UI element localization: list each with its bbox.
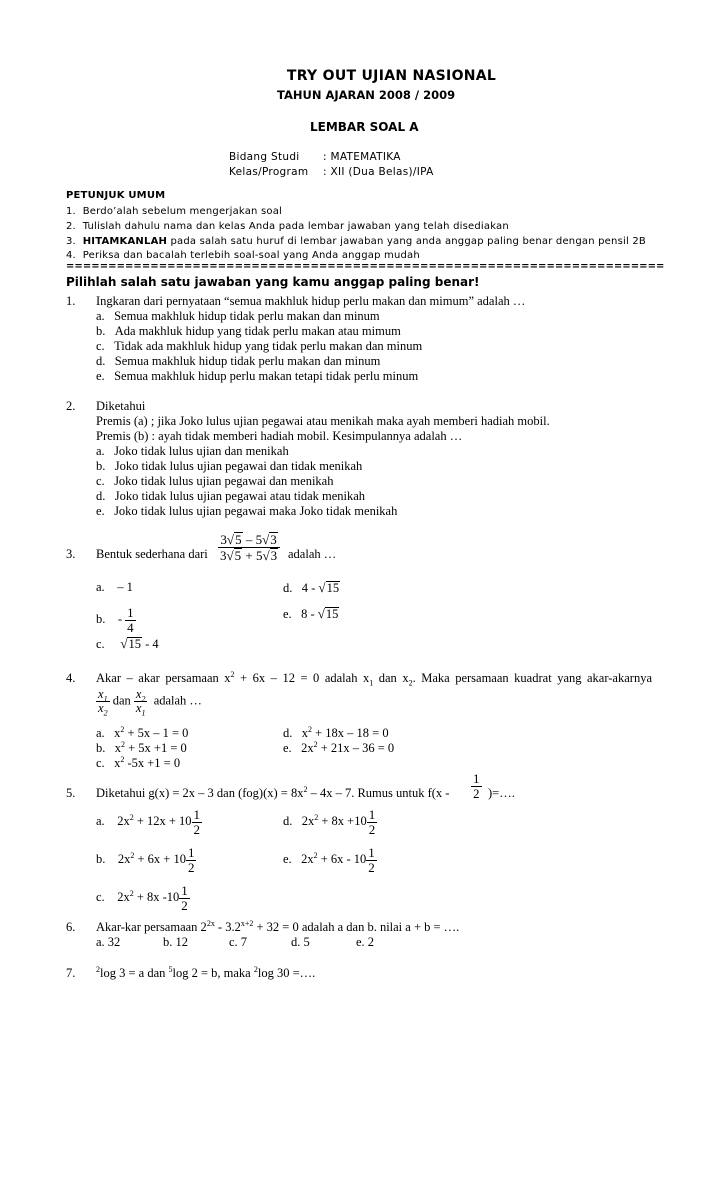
answer-option: a. 32 — [96, 935, 121, 949]
academic-year: TAHUN AJARAN 2008 / 2009 — [277, 88, 456, 102]
question-number: 5. — [66, 786, 76, 800]
answer-option: d. Joko tidak lulus ujian pegawai atau tidak menikah — [96, 489, 366, 503]
answer-option: d. Semua makhluk hidup tidak perlu makan dan minum — [96, 354, 381, 368]
answer-option: e. $2x^2 + 6x - 10$ $\frac{1}{2}$ — [283, 845, 375, 875]
answer-option: c. √15 - 4 — [96, 636, 159, 651]
premise-b: Premis (b) : ayah tidak memberi hadiah mobil. Kesimpulannya adalah … — [96, 429, 463, 443]
separator-line: ======================================================================= — [66, 261, 665, 272]
answer-option: b. 12 — [163, 935, 188, 949]
question-tail: )=…. — [488, 786, 515, 800]
instructions-heading: PETUNJUK UMUM — [66, 190, 166, 201]
answer-option: e. Joko tidak lulus ujian pegawai maka Joko tidak menikah — [96, 504, 398, 518]
fraction-expression: $\frac{3√5 - 5√3}{3√5 + 5√3}$ — [218, 532, 280, 564]
answer-option: d. 4 - √15 — [283, 580, 340, 595]
question-number: 1. — [66, 294, 76, 308]
answer-option: c. 7 — [229, 935, 248, 949]
answer-option: d. $2x^2 + 8x +10$ $\frac{1}{2}$ — [283, 807, 376, 837]
answer-option: b. Ada makhluk hidup yang tidak perlu makan atau mimum — [96, 324, 401, 338]
question-number: 2. — [66, 399, 76, 413]
directive: Pilihlah salah satu jawaban yang kamu anggap paling benar! — [66, 275, 480, 289]
answer-option: c. $2x^2 + 8x$ -10 $\frac{1}{2}$ — [96, 883, 188, 913]
question-number: 3. — [66, 547, 76, 561]
instruction-item: 3. HITAMKANLAH pada salah satu huruf di lembar jawaban yang anda anggap paling benar dengan pensil 2B — [66, 236, 646, 247]
answer-option: e. $2x^2 + 21x - 36 = 0$ — [283, 739, 395, 755]
fraction: $\frac{1}{2}$ — [473, 771, 480, 801]
answer-option: e. Semua makhluk hidup perlu makan tetapi tidak perlu minum — [96, 369, 419, 383]
answer-option: a. Semua makhluk hidup tidak perlu makan dan minum — [96, 309, 380, 323]
question-text: Diketahui g(x) = 2x – 3 dan $(fog)(x) = 8x^2 - 4x - 7$. Rumus untuk f(x - — [96, 784, 450, 800]
sheet-label: LEMBAR SOAL A — [310, 120, 419, 134]
answer-option: d. 5 — [291, 935, 310, 949]
question-text: Bentuk sederhana dari — [96, 547, 208, 561]
instruction-item: 4. Periksa dan bacalah terlebih soal-soal yang Anda anggap mudah — [66, 250, 420, 261]
answer-option: b. - $\frac{1}{4}$ — [96, 605, 134, 635]
question-tail: adalah … — [288, 547, 337, 561]
question-text: Akar – akar persamaan $x^2 + 6x - 12 = 0$ adalah $x_1$ dan $x_2$. Maka persamaan kuadrat yang akar-akarnya — [96, 669, 652, 688]
instruction-item: 1. Berdo’alah sebelum mengerjakan soal — [66, 206, 283, 217]
class-value: : XII (Dua Belas)/IPA — [323, 166, 434, 178]
answer-option: b. Joko tidak lulus ujian pegawai dan tidak menikah — [96, 459, 363, 473]
exam-title: TRY OUT UJIAN NASIONAL — [286, 68, 497, 84]
answer-option: d. $x^2 + 18x - 18 = 0$ — [283, 724, 389, 740]
question-text: Diketahui — [96, 399, 146, 413]
root-fractions: $\frac{x_1}{x_2}$ dan $\frac{x_2}{x_1}$ adalah … — [98, 687, 202, 718]
answer-option: b. $x^2 + 5x +1 = 0$ — [96, 739, 187, 755]
answer-option: a. $2x^2 + 12x + 10$ $\frac{1}{2}$ — [96, 807, 201, 837]
answer-option: e. 8 - √15 — [283, 606, 339, 621]
answer-option: c. Joko tidak lulus ujian pegawai dan menikah — [96, 474, 334, 488]
answer-option: c. $x^2$ -5x +1 = 0 — [96, 754, 181, 770]
answer-option: a. $x^2 + 5x - 1 = 0$ — [96, 724, 189, 740]
answer-option: a. – 1 — [96, 580, 133, 594]
premise-a: Premis (a) ; jika Joko lulus ujian pegawai atau menikah maka ayah memberi hadiah mobil. — [96, 414, 550, 428]
question-number: 6. — [66, 920, 76, 934]
question-text: Ingkaran dari pernyataan “semua makhluk hidup perlu makan dan mimum” adalah … — [96, 294, 526, 308]
field-value: : MATEMATIKA — [323, 151, 401, 163]
field-label: Bidang Studi — [229, 151, 300, 163]
answer-option: a. Joko tidak lulus ujian dan menikah — [96, 444, 289, 458]
class-label: Kelas/Program — [229, 166, 309, 178]
answer-option: c. Tidak ada makhluk hidup yang tidak perlu makan dan minum — [96, 339, 423, 353]
question-number: 7. — [66, 966, 76, 980]
instruction-item: 2. Tulislah dahulu nama dan kelas Anda pada lembar jawaban yang telah disediakan — [66, 221, 509, 232]
question-number: 4. — [66, 671, 76, 685]
question-text: Akar-kar persamaan $2^{2x} - 3.2^{x+2} + 32 = 0$ adalah a dan b. nilai a + b = …. — [96, 918, 460, 934]
answer-option: b. $2x^2 + 6x + 10$ $\frac{1}{2}$ — [96, 845, 195, 875]
question-text: $^2$log 3 = a dan $^5$log 2 = b, maka $^2$log 30 =…. — [96, 964, 316, 980]
answer-option: e. 2 — [356, 935, 375, 949]
